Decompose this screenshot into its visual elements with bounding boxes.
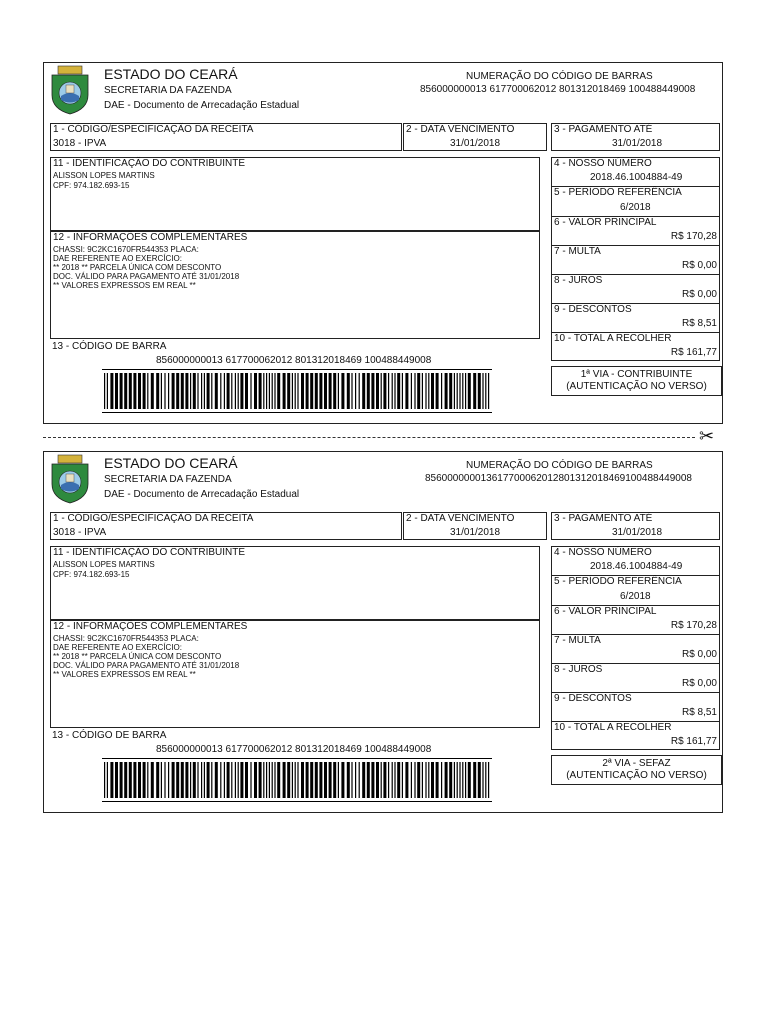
barcode-bar bbox=[411, 373, 412, 409]
barcode-bar bbox=[235, 762, 236, 798]
barcode-bar bbox=[259, 762, 262, 798]
barcode-bar bbox=[164, 373, 165, 409]
barcode-bar bbox=[277, 762, 280, 798]
barcode-bar bbox=[402, 762, 403, 798]
barcode-bar bbox=[473, 373, 476, 409]
barcode-bar bbox=[224, 762, 225, 798]
contribuinte-name: ALISSON LOPES MARTINS bbox=[53, 171, 155, 180]
barcode-bar bbox=[110, 762, 113, 798]
field-vencimento bbox=[403, 123, 547, 151]
barcode-bar bbox=[394, 762, 395, 798]
multa-label: 7 - MULTA bbox=[554, 246, 601, 257]
barcode-image bbox=[102, 369, 492, 413]
barcode-number: 856000000013 617700062012 801312018469 100488449008 bbox=[156, 744, 432, 755]
barcode-bar bbox=[347, 762, 350, 798]
via-box bbox=[551, 755, 722, 785]
barcode-bar bbox=[341, 762, 344, 798]
barcode-bar bbox=[143, 373, 146, 409]
barcode-bar bbox=[161, 762, 162, 798]
barcode-bar bbox=[215, 762, 218, 798]
barcode-bar bbox=[120, 373, 123, 409]
barcode-bar bbox=[204, 373, 205, 409]
barcode-bar bbox=[397, 762, 400, 798]
barcode-bar bbox=[297, 762, 298, 798]
barcode-bar bbox=[411, 762, 412, 798]
barcode-bar bbox=[263, 373, 264, 409]
barcode-bar bbox=[324, 373, 327, 409]
info-line-3: ** 2018 ** PARCELA ÚNICA COM DESCONTO bbox=[53, 263, 222, 272]
values-column bbox=[551, 546, 720, 750]
barcode-bar bbox=[143, 762, 146, 798]
barcode-bar bbox=[383, 373, 386, 409]
barcode-bar bbox=[129, 373, 132, 409]
field-pagamento-label: 3 - PAGAMENTO ATÉ bbox=[554, 513, 653, 524]
barcode-numeration-title: NUMERAÇÃO DO CÓDIGO DE BARRAS bbox=[466, 460, 653, 471]
barcode-bar bbox=[254, 762, 257, 798]
barcode-bar bbox=[269, 762, 270, 798]
field-receita-value: 3018 - IPVA bbox=[53, 527, 107, 538]
multa-value: R$ 0,00 bbox=[681, 260, 717, 271]
barcode-bar bbox=[231, 373, 232, 409]
barcode-bar bbox=[115, 762, 118, 798]
barcode-bar bbox=[376, 373, 379, 409]
barcode-image bbox=[102, 758, 492, 802]
barcode-bar bbox=[107, 762, 108, 798]
multa-label: 7 - MULTA bbox=[554, 635, 601, 646]
barcode-bar bbox=[457, 373, 458, 409]
barcode-bar bbox=[227, 762, 230, 798]
scissors-icon: ✂ bbox=[699, 426, 715, 446]
barcode-bar bbox=[161, 373, 162, 409]
barcode-bar bbox=[193, 762, 196, 798]
barcode-bar bbox=[185, 373, 188, 409]
codigo-barra-label: 13 - CÓDIGO DE BARRA bbox=[52, 730, 167, 741]
dae-label: DAE - Documento de Arrecadação Estadual bbox=[104, 489, 300, 500]
barcode-bar bbox=[190, 762, 191, 798]
barcode-bar bbox=[351, 762, 352, 798]
barcode-bar bbox=[277, 373, 280, 409]
barcode-bar bbox=[392, 762, 393, 798]
field-pagamento-value: 31/01/2018 bbox=[612, 138, 663, 149]
periodo-value: 6/2018 bbox=[620, 202, 651, 213]
barcode-bar bbox=[133, 373, 136, 409]
barcode-number: 856000000013 617700062012 801312018469 100488449008 bbox=[156, 355, 432, 366]
barcode-bar bbox=[397, 373, 400, 409]
barcode-bar bbox=[425, 762, 426, 798]
total-label: 10 - TOTAL A RECOLHER bbox=[554, 333, 672, 344]
barcode-bar bbox=[201, 762, 202, 798]
contribuinte-name: ALISSON LOPES MARTINS bbox=[53, 560, 155, 569]
barcode-bar bbox=[235, 373, 236, 409]
barcode-bar bbox=[441, 762, 442, 798]
barcode-bar bbox=[457, 762, 458, 798]
barcode-bar bbox=[204, 762, 205, 798]
barcode-bar bbox=[211, 762, 212, 798]
barcode-bar bbox=[478, 762, 481, 798]
juros-value: R$ 0,00 bbox=[681, 678, 717, 689]
barcode-bar bbox=[301, 762, 304, 798]
barcode-bar bbox=[147, 373, 148, 409]
barcode-bar bbox=[201, 373, 202, 409]
field-pagamento-value: 31/01/2018 bbox=[612, 527, 663, 538]
via-line-2: (AUTENTICAÇÃO NO VERSO) bbox=[566, 770, 707, 781]
barcode-bar bbox=[449, 762, 452, 798]
field-informacoes bbox=[50, 231, 540, 339]
field-vencimento-value: 31/01/2018 bbox=[450, 138, 501, 149]
barcode-bar bbox=[402, 373, 403, 409]
via-line-1: 2ª VIA - SEFAZ bbox=[602, 758, 671, 769]
barcode-bar bbox=[250, 762, 251, 798]
barcode-bar bbox=[473, 762, 476, 798]
dae-label: DAE - Documento de Arrecadação Estadual bbox=[104, 100, 300, 111]
barcode-bar bbox=[417, 762, 420, 798]
barcode-bar bbox=[292, 762, 293, 798]
barcode-bar bbox=[176, 373, 179, 409]
barcode-bar bbox=[238, 762, 239, 798]
barcode-bar bbox=[172, 373, 175, 409]
barcode-bar bbox=[459, 373, 460, 409]
field-contribuinte bbox=[50, 546, 540, 620]
field-receita bbox=[50, 123, 402, 151]
info-line-5: ** VALORES EXPRESSOS EM REAL ** bbox=[53, 281, 196, 290]
barcode-bar bbox=[240, 373, 243, 409]
barcode-bar bbox=[315, 762, 318, 798]
barcode-bar bbox=[355, 373, 356, 409]
barcode-bar bbox=[220, 762, 221, 798]
barcode-bar bbox=[482, 762, 483, 798]
info-line-4: DOC. VÁLIDO PARA PAGAMENTO ATÉ 31/01/2018 bbox=[53, 661, 240, 670]
field-pagamento bbox=[551, 123, 720, 151]
valor-principal-value: R$ 170,28 bbox=[670, 231, 717, 242]
barcode-bar bbox=[168, 373, 169, 409]
barcode-bar bbox=[269, 373, 270, 409]
barcode-bar bbox=[381, 762, 382, 798]
barcode-bar bbox=[449, 373, 452, 409]
barcode-bar bbox=[454, 762, 455, 798]
barcode-bar bbox=[156, 762, 159, 798]
barcode-bar bbox=[254, 373, 257, 409]
barcode-bar bbox=[425, 373, 426, 409]
field-informacoes-label: 12 - INFORMAÇÕES COMPLEMENTARES bbox=[53, 621, 248, 632]
barcode-bar bbox=[215, 373, 218, 409]
barcode-bar bbox=[245, 373, 248, 409]
barcode-bar bbox=[138, 762, 141, 798]
barcode-bar bbox=[156, 373, 159, 409]
barcode-bar bbox=[283, 762, 286, 798]
barcode-bar bbox=[388, 373, 389, 409]
info-line-2: DAE REFERENTE AO EXERCÍCIO: bbox=[53, 254, 182, 263]
barcode-numeration-value: 856000000013617700062012801312018469100488449008 bbox=[425, 473, 692, 484]
multa-value: R$ 0,00 bbox=[681, 649, 717, 660]
barcode-bar bbox=[176, 762, 179, 798]
barcode-bar bbox=[211, 373, 212, 409]
barcode-bar bbox=[297, 373, 298, 409]
barcode-bar bbox=[394, 373, 395, 409]
barcode-bar bbox=[468, 762, 471, 798]
barcode-bar bbox=[133, 762, 136, 798]
barcode-bar bbox=[431, 762, 434, 798]
barcode-bar bbox=[459, 762, 460, 798]
barcode-bar bbox=[329, 762, 332, 798]
barcode-bar bbox=[445, 373, 448, 409]
barcode-bar bbox=[283, 373, 286, 409]
barcode-bar bbox=[436, 373, 439, 409]
state-title: ESTADO DO CEARÁ bbox=[104, 66, 238, 82]
barcode-bar bbox=[465, 762, 466, 798]
barcode-bar bbox=[422, 762, 423, 798]
nosso-numero-value: 2018.46.1004884-49 bbox=[590, 561, 683, 572]
valor-principal-label: 6 - VALOR PRINCIPAL bbox=[554, 217, 657, 228]
barcode-bar bbox=[405, 762, 408, 798]
barcode-bar bbox=[272, 762, 273, 798]
descontos-value: R$ 8,51 bbox=[681, 318, 717, 329]
barcode-bar bbox=[227, 373, 230, 409]
barcode-bar bbox=[376, 762, 379, 798]
barcode-bar bbox=[287, 373, 290, 409]
barcode-bar bbox=[263, 762, 264, 798]
info-line-1: CHASSI: 9C2KC1670FR544353 PLACA: bbox=[53, 245, 199, 254]
barcode-bar bbox=[292, 373, 293, 409]
barcode-bar bbox=[266, 373, 267, 409]
barcode-bar bbox=[488, 762, 489, 798]
barcode-bar bbox=[295, 373, 296, 409]
barcode-bar bbox=[319, 762, 322, 798]
nosso-numero-value: 2018.46.1004884-49 bbox=[590, 172, 683, 183]
field-vencimento-label: 2 - DATA VENCIMENTO bbox=[406, 513, 515, 524]
barcode-bar bbox=[482, 373, 483, 409]
barcode-bar bbox=[388, 762, 389, 798]
barcode-bar bbox=[207, 762, 210, 798]
barcode-bar bbox=[436, 762, 439, 798]
barcode-bar bbox=[485, 762, 486, 798]
barcode-bar bbox=[414, 762, 415, 798]
barcode-bar bbox=[485, 373, 486, 409]
field-vencimento-label: 2 - DATA VENCIMENTO bbox=[406, 124, 515, 135]
barcode-bar bbox=[428, 373, 429, 409]
field-vencimento-value: 31/01/2018 bbox=[450, 527, 501, 538]
barcode-bar bbox=[310, 373, 313, 409]
info-line-2: DAE REFERENTE AO EXERCÍCIO: bbox=[53, 643, 182, 652]
barcode-bar bbox=[338, 762, 339, 798]
barcode-bar bbox=[107, 373, 108, 409]
barcode-bar bbox=[362, 373, 365, 409]
barcode-bar bbox=[310, 762, 313, 798]
barcode-bar bbox=[224, 373, 225, 409]
total-value: R$ 161,77 bbox=[670, 347, 717, 358]
barcode-bar bbox=[462, 373, 463, 409]
via-line-1: 1ª VIA - CONTRIBUINTE bbox=[580, 369, 693, 380]
periodo-value: 6/2018 bbox=[620, 591, 651, 602]
barcode-bar bbox=[240, 762, 243, 798]
barcode-bar bbox=[110, 373, 113, 409]
barcode-bar bbox=[250, 373, 251, 409]
barcode-bar bbox=[238, 373, 239, 409]
barcode-bar bbox=[315, 373, 318, 409]
barcode-bar bbox=[245, 762, 248, 798]
barcode-bar bbox=[488, 373, 489, 409]
barcode-bar bbox=[147, 762, 148, 798]
juros-value: R$ 0,00 bbox=[681, 289, 717, 300]
barcode-bar bbox=[124, 762, 127, 798]
barcode-bar bbox=[120, 762, 123, 798]
contribuinte-cpf: CPF: 974.182.693-15 bbox=[53, 181, 130, 190]
barcode-bar bbox=[371, 373, 374, 409]
barcode-bar bbox=[129, 762, 132, 798]
barcode-bar bbox=[383, 762, 386, 798]
field-contribuinte bbox=[50, 157, 540, 231]
barcode-bar bbox=[347, 373, 350, 409]
barcode-bar bbox=[478, 373, 481, 409]
barcode-bar bbox=[319, 373, 322, 409]
barcode-bar bbox=[454, 373, 455, 409]
juros-label: 8 - JUROS bbox=[554, 275, 603, 286]
barcode-bar bbox=[405, 373, 408, 409]
barcode-bar bbox=[287, 762, 290, 798]
barcode-bar bbox=[422, 373, 423, 409]
barcode-bar bbox=[104, 762, 105, 798]
barcode-bar bbox=[341, 373, 344, 409]
valor-principal-label: 6 - VALOR PRINCIPAL bbox=[554, 606, 657, 617]
barcode-bar bbox=[338, 373, 339, 409]
field-vencimento bbox=[403, 512, 547, 540]
cut-line bbox=[43, 437, 695, 438]
periodo-label: 5 - PERÍODO REFERÊNCIA bbox=[554, 576, 682, 587]
field-receita-label: 1 - CÓDIGO/ESPECIFICAÇÃO DA RECEITA bbox=[53, 124, 254, 135]
barcode-bar bbox=[417, 373, 420, 409]
dae-slip-first-copy bbox=[43, 62, 723, 424]
barcode-bar bbox=[333, 762, 336, 798]
secretaria-label: SECRETARIA DA FAZENDA bbox=[104, 474, 232, 485]
barcode-bar bbox=[193, 373, 196, 409]
barcode-bar bbox=[190, 373, 191, 409]
barcode-bar bbox=[359, 373, 360, 409]
barcode-bar bbox=[151, 762, 154, 798]
field-informacoes-label: 12 - INFORMAÇÕES COMPLEMENTARES bbox=[53, 232, 248, 243]
state-coat-of-arms-icon bbox=[48, 65, 92, 115]
barcode-bar bbox=[104, 373, 105, 409]
barcode-bar bbox=[465, 373, 466, 409]
barcode-numeration-value: 856000000013 617700062012 801312018469 100488449008 bbox=[420, 84, 696, 95]
barcode-bar bbox=[351, 373, 352, 409]
barcode-bar bbox=[333, 373, 336, 409]
info-line-1: CHASSI: 9C2KC1670FR544353 PLACA: bbox=[53, 634, 199, 643]
barcode-bar bbox=[371, 762, 374, 798]
barcode-bar bbox=[441, 373, 442, 409]
field-pagamento-label: 3 - PAGAMENTO ATÉ bbox=[554, 124, 653, 135]
barcode-bar bbox=[462, 762, 463, 798]
field-receita-label: 1 - CÓDIGO/ESPECIFICAÇÃO DA RECEITA bbox=[53, 513, 254, 524]
field-contribuinte-label: 11 - IDENTIFICAÇÃO DO CONTRIBUINTE bbox=[53, 547, 246, 558]
contribuinte-cpf: CPF: 974.182.693-15 bbox=[53, 570, 130, 579]
barcode-bar bbox=[468, 373, 471, 409]
barcode-bar bbox=[392, 373, 393, 409]
barcode-bar bbox=[151, 373, 154, 409]
via-line-2: (AUTENTICAÇÃO NO VERSO) bbox=[566, 381, 707, 392]
field-receita bbox=[50, 512, 402, 540]
barcode-bar bbox=[197, 762, 198, 798]
barcode-bar bbox=[329, 373, 332, 409]
barcode-bar bbox=[231, 762, 232, 798]
barcode-bar bbox=[428, 762, 429, 798]
barcode-bar bbox=[445, 762, 448, 798]
barcode-bar bbox=[185, 762, 188, 798]
barcode-bar bbox=[274, 762, 275, 798]
barcode-bar bbox=[367, 373, 370, 409]
barcode-bar bbox=[266, 762, 267, 798]
total-label: 10 - TOTAL A RECOLHER bbox=[554, 722, 672, 733]
barcode-bar bbox=[168, 762, 169, 798]
barcode-bar bbox=[124, 373, 127, 409]
periodo-label: 5 - PERÍODO REFERÊNCIA bbox=[554, 187, 682, 198]
values-column bbox=[551, 157, 720, 361]
barcode-bar bbox=[272, 373, 273, 409]
field-receita-value: 3018 - IPVA bbox=[53, 138, 107, 149]
barcode-bar bbox=[220, 373, 221, 409]
barcode-bar bbox=[181, 762, 184, 798]
barcode-bar bbox=[207, 373, 210, 409]
barcode-bar bbox=[274, 373, 275, 409]
total-value: R$ 161,77 bbox=[670, 736, 717, 747]
barcode-bar bbox=[359, 762, 360, 798]
barcode-bar bbox=[355, 762, 356, 798]
barcode-bar bbox=[295, 762, 296, 798]
state-title: ESTADO DO CEARÁ bbox=[104, 455, 238, 471]
barcode-bar bbox=[197, 373, 198, 409]
descontos-value: R$ 8,51 bbox=[681, 707, 717, 718]
juros-label: 8 - JUROS bbox=[554, 664, 603, 675]
field-informacoes bbox=[50, 620, 540, 728]
info-line-4: DOC. VÁLIDO PARA PAGAMENTO ATÉ 31/01/2018 bbox=[53, 272, 240, 281]
nosso-numero-label: 4 - NOSSO NÚMERO bbox=[554, 547, 652, 558]
barcode-bar bbox=[306, 373, 309, 409]
barcode-bar bbox=[115, 373, 118, 409]
via-box bbox=[551, 366, 722, 396]
barcode-bar bbox=[181, 373, 184, 409]
descontos-label: 9 - DESCONTOS bbox=[554, 693, 632, 704]
barcode-bar bbox=[414, 373, 415, 409]
nosso-numero-label: 4 - NOSSO NÚMERO bbox=[554, 158, 652, 169]
info-line-3: ** 2018 ** PARCELA ÚNICA COM DESCONTO bbox=[53, 652, 222, 661]
barcode-numeration-title: NUMERAÇÃO DO CÓDIGO DE BARRAS bbox=[466, 71, 653, 82]
state-coat-of-arms-icon bbox=[48, 454, 92, 504]
barcode-bar bbox=[381, 373, 382, 409]
valor-principal-value: R$ 170,28 bbox=[670, 620, 717, 631]
barcode-bar bbox=[431, 373, 434, 409]
barcode-bar bbox=[367, 762, 370, 798]
barcode-bar bbox=[138, 373, 141, 409]
field-contribuinte-label: 11 - IDENTIFICAÇÃO DO CONTRIBUINTE bbox=[53, 158, 246, 169]
barcode-bar bbox=[172, 762, 175, 798]
barcode-bar bbox=[301, 373, 304, 409]
barcode-bar bbox=[259, 373, 262, 409]
barcode-bar bbox=[362, 762, 365, 798]
codigo-barra-label: 13 - CÓDIGO DE BARRA bbox=[52, 341, 167, 352]
barcode-bar bbox=[324, 762, 327, 798]
barcode-bar bbox=[306, 762, 309, 798]
field-pagamento bbox=[551, 512, 720, 540]
barcode-bar bbox=[164, 762, 165, 798]
descontos-label: 9 - DESCONTOS bbox=[554, 304, 632, 315]
dae-slip-second-copy bbox=[43, 451, 723, 813]
secretaria-label: SECRETARIA DA FAZENDA bbox=[104, 85, 232, 96]
info-line-5: ** VALORES EXPRESSOS EM REAL ** bbox=[53, 670, 196, 679]
